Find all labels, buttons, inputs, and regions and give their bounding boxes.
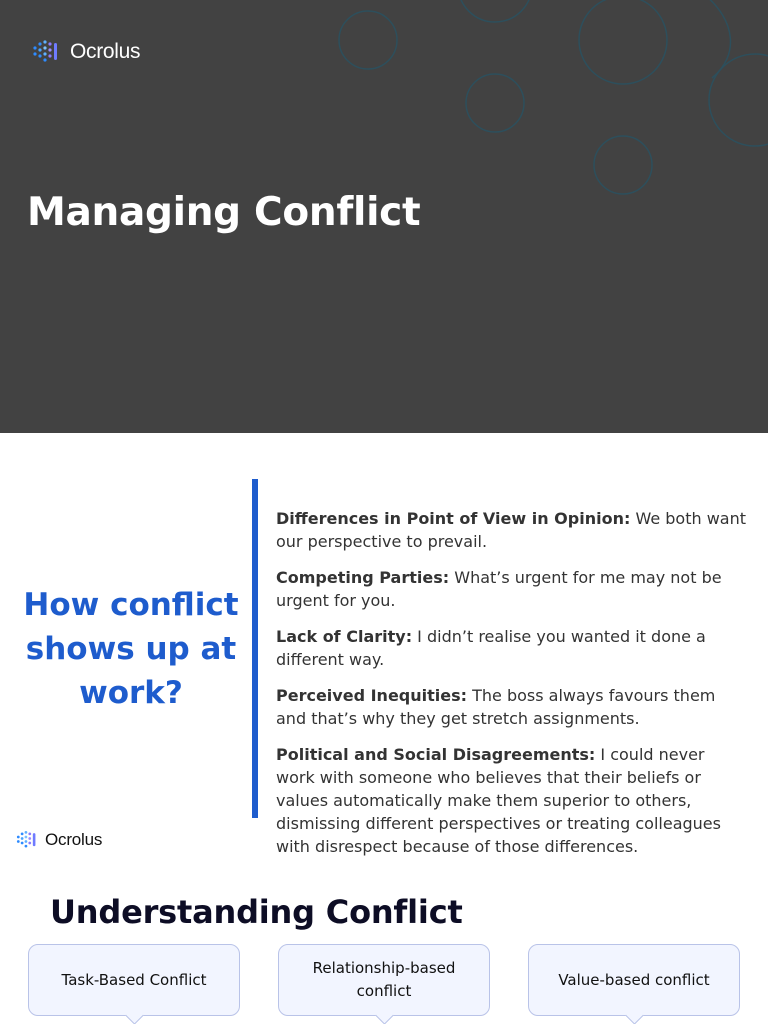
- deco-circle: [466, 74, 524, 132]
- point-term: Differences in Point of View in Opinion:: [276, 509, 631, 528]
- point-term: Perceived Inequities:: [276, 686, 468, 705]
- brand-name: Ocrolus: [45, 830, 103, 849]
- ocrolus-logo-icon: [16, 830, 42, 850]
- slide-title: Understanding Conflict: [50, 893, 463, 931]
- deco-circle: [579, 0, 667, 84]
- list-item: [276, 684, 746, 730]
- brand-logo: [32, 39, 140, 65]
- understanding-conflict-slide: [0, 863, 768, 1024]
- brand-name: Ocrolus: [70, 40, 141, 63]
- deco-circle: [339, 11, 397, 69]
- deco-curve: [705, 0, 730, 78]
- title-slide: [0, 0, 768, 433]
- list-item: [276, 507, 746, 553]
- point-text: What’s urgent for me may not be urgent for you.: [276, 568, 722, 610]
- point-text: I didn’t realise you wanted it done a different way.: [276, 627, 706, 669]
- deco-circle: [709, 54, 768, 146]
- point-term: Competing Parties:: [276, 568, 450, 587]
- card-label: Relationship-based conflict: [312, 959, 456, 1000]
- conflict-at-work-slide: [0, 433, 768, 863]
- deco-circle: [594, 136, 652, 194]
- list-item: [276, 743, 746, 858]
- conflict-type-card: [278, 944, 490, 1016]
- brand-logo-small: [16, 830, 102, 850]
- card-label: Value-based conflict: [558, 970, 710, 989]
- ocrolus-logo-icon: [32, 39, 66, 65]
- point-term: Political and Social Disagreements:: [276, 745, 596, 764]
- list-item: [276, 625, 746, 671]
- conflict-type-card: [28, 944, 240, 1016]
- vertical-divider: [252, 479, 258, 818]
- conflict-points-list: [276, 507, 746, 863]
- deco-circle: [458, 0, 532, 22]
- slide-title: Managing Conflict: [27, 190, 421, 235]
- point-text: The boss always favours them and that’s why they get stretch assignments.: [276, 686, 716, 728]
- card-label: Task-Based Conflict: [61, 970, 207, 989]
- conflict-type-card: [528, 944, 740, 1016]
- list-item: [276, 566, 746, 612]
- point-text: We both want our perspective to prevail.: [276, 509, 747, 551]
- slide-heading: How conflict shows up at work?: [23, 587, 239, 711]
- point-text: I could never work with someone who believes that their beliefs or values automatically make them superior to others, dismissing different perspectives or treating colleagues with disrespect because of those differences.: [276, 745, 721, 856]
- point-term: Lack of Clarity:: [276, 627, 413, 646]
